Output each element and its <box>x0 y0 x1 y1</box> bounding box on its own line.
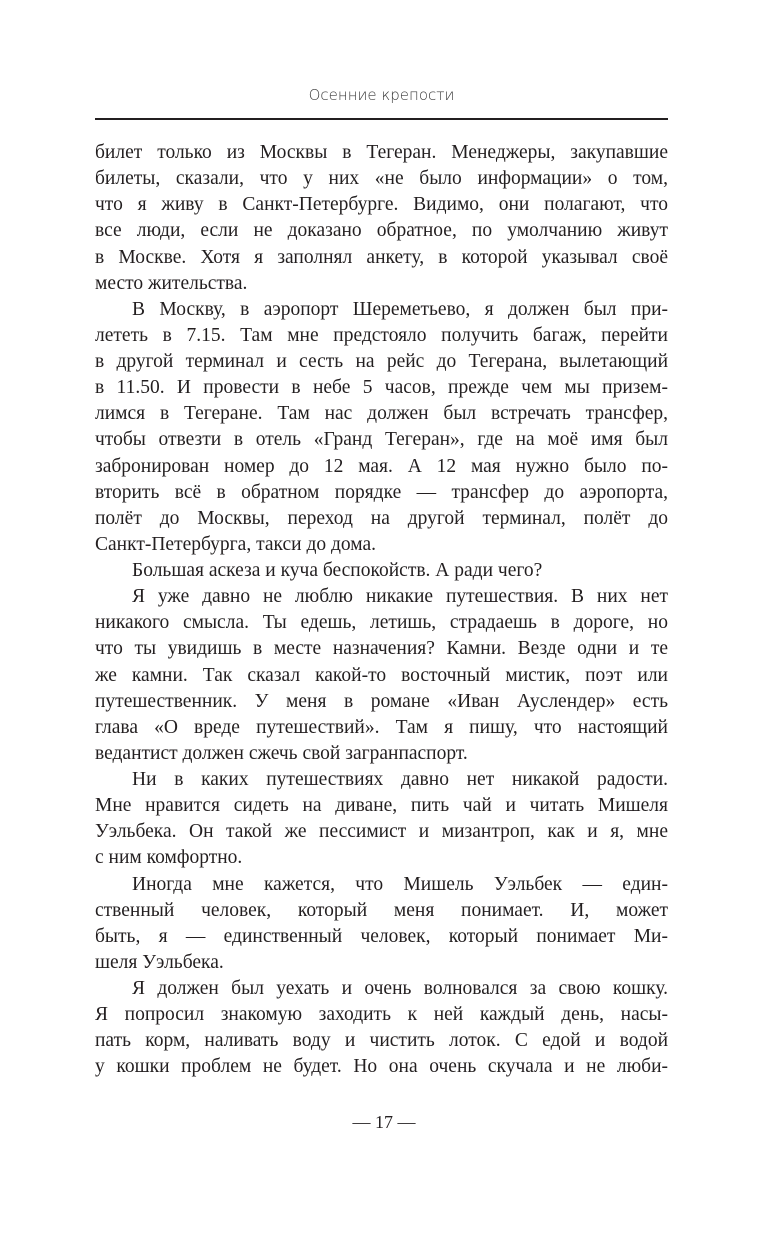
paragraph <box>95 872 668 977</box>
body-text <box>95 140 668 1081</box>
text-line: Санкт-Петербурга, такси до дома. <box>95 533 377 555</box>
text-line: ведантист должен сжечь свой загранпаспорт. <box>95 742 468 764</box>
text-line: Я должен был уехать и очень волновался за свою кошку. <box>132 978 668 999</box>
text-line: полёт до Москвы, переход на другой терминал, полёт до <box>95 507 668 529</box>
text-line: чтобы отвезти в отель «Гранд Тегеран», где на моё имя был <box>95 429 668 451</box>
paragraph <box>95 584 668 767</box>
text-line: путешественник. У меня в романе «Иван Ауслендер» есть <box>95 690 668 712</box>
paragraph <box>95 767 668 872</box>
text-line: же камни. Так сказал какой-то восточный мистик, поэт или <box>95 664 668 686</box>
text-line: место жительства. <box>95 272 248 294</box>
text-line: лимся в Тегеране. Там нас должен был встречать трансфер, <box>95 403 668 425</box>
text-line: Уэльбека. Он такой же пессимист и мизантроп, как и я, мне <box>95 821 668 843</box>
header-rule <box>95 118 668 120</box>
text-line: пать корм, наливать воду и чистить лоток. С едой и водой <box>95 1030 668 1052</box>
text-line: билеты, сказали, что у них «не было информации» о том, <box>95 168 668 190</box>
text-line: Мне нравится сидеть на диване, пить чай и читать Мишеля <box>95 795 668 817</box>
text-line: с ним комфортно. <box>95 847 243 869</box>
paragraph <box>95 976 668 1081</box>
text-line: в другой терминал и сесть на рейс до Тегерана, вылетающий <box>95 351 668 372</box>
text-line: вторить всё в обратном порядке — трансфер до аэропорта, <box>95 481 668 503</box>
text-line: в 11.50. И провести в небе 5 часов, прежде чем мы призем- <box>95 377 668 399</box>
text-line: Я уже давно не люблю никакие путешествия. В них нет <box>132 586 668 608</box>
text-line: В Москву, в аэропорт Шереметьево, я должен был при- <box>132 298 668 320</box>
running-title: Осенние крепости <box>308 86 455 104</box>
text-line: все люди, если не доказано обратное, по умолчанию живут <box>95 220 668 242</box>
text-line: Иногда мне кажется, что Мишель Уэльбек — един- <box>132 873 668 895</box>
text-line: Я попросил знакомую заходить к ней каждый день, насы- <box>95 1004 668 1026</box>
text-line: Ни в каких путешествиях давно нет никакой радости. <box>132 769 668 790</box>
text-line: лететь в 7.15. Там мне предстояло получить багаж, перейти <box>95 324 668 346</box>
text-line: Большая аскеза и куча беспокойств. А ради чего? <box>132 560 543 581</box>
text-line: забронирован номер до 12 мая. А 12 мая нужно было по- <box>95 455 668 477</box>
paragraph <box>95 558 668 584</box>
page-number: — 17 — <box>352 1112 416 1132</box>
text-line: ственный человек, который меня понимает. И, может <box>95 899 668 921</box>
text-line: в Москве. Хотя я заполнял анкету, в которой указывал своё <box>95 246 668 268</box>
paragraph <box>95 140 668 297</box>
text-line: что ты увидишь в месте назначения? Камни. Везде одни и те <box>95 638 668 660</box>
text-line: никакого смысла. Ты едешь, летишь, страдаешь в дороге, но <box>95 612 668 634</box>
text-line: у кошки проблем не будет. Но она очень скучала и не люби- <box>95 1056 668 1078</box>
text-line: глава «О вреде путешествий». Там я пишу, что настоящий <box>95 716 668 738</box>
text-line: что я живу в Санкт-Петербурге. Видимо, они полагают, что <box>95 194 668 216</box>
paragraph <box>95 297 668 558</box>
text-line: шеля Уэльбека. <box>95 951 224 973</box>
text-line: билет только из Москвы в Тегеран. Менеджеры, закупавшие <box>95 142 668 163</box>
text-line: быть, я — единственный человек, который понимает Ми- <box>95 925 668 947</box>
